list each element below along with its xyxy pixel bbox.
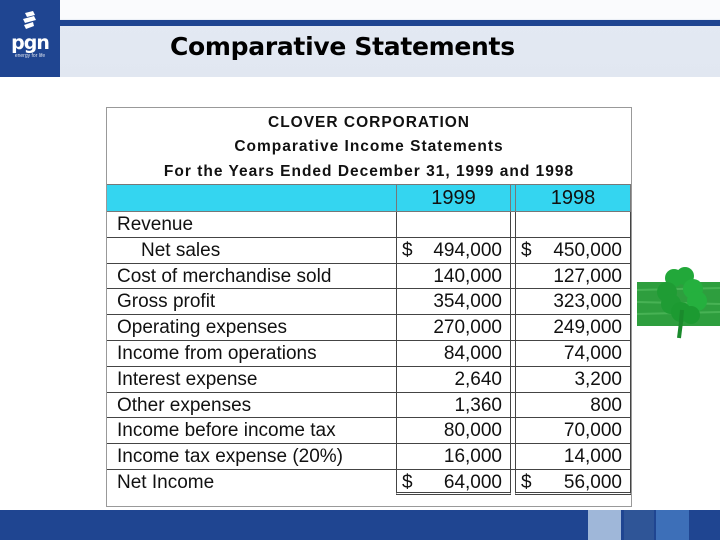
income-statement-table — [106, 107, 632, 507]
page-title: Comparative Statements — [170, 32, 515, 61]
row-label-income-from-operations: Income from operations — [117, 343, 317, 364]
value-1999 — [396, 238, 511, 263]
table-row — [107, 470, 631, 496]
table-row — [107, 264, 631, 290]
table-row — [107, 444, 631, 470]
row-label-interest-expense: Interest expense — [117, 368, 258, 390]
table-row — [107, 238, 631, 264]
value-1999: 2,640 — [396, 367, 511, 392]
value-1999: 16,000 — [396, 444, 511, 469]
table-row — [107, 418, 631, 444]
footer-block-mid — [624, 510, 654, 540]
table-row — [107, 393, 631, 419]
table-row — [107, 341, 631, 367]
footer-bar — [0, 510, 720, 540]
value-1999: 84,000 — [396, 341, 511, 366]
value-text: 494,000 — [433, 239, 502, 261]
row-label-income-tax-expense: Income tax expense (20%) — [117, 446, 344, 468]
value-1998: 800 — [515, 393, 631, 418]
value-1999: 1,360 — [396, 393, 511, 418]
year-header-1999: 1999 — [396, 185, 511, 211]
row-label-net-income: Net Income — [117, 472, 215, 493]
value-text: 56,000 — [563, 472, 622, 493]
row-label-other-expenses: Other expenses — [117, 394, 252, 416]
currency-symbol: $ — [521, 239, 532, 261]
company-name: CLOVER CORPORATION — [268, 114, 470, 131]
value-1998: 3,200 — [515, 367, 631, 392]
table-row — [107, 367, 631, 393]
four-leaf-clover-icon — [637, 262, 720, 340]
footer-block-bright — [656, 510, 689, 540]
pgn-flame-icon — [19, 10, 41, 32]
report-name: Comparative Income Statements — [234, 138, 504, 155]
value-1998: 249,000 — [515, 315, 631, 340]
value-1998: 127,000 — [515, 264, 631, 289]
value-1999 — [396, 212, 511, 237]
value-text: 450,000 — [553, 239, 622, 261]
pgn-logo — [4, 10, 56, 72]
footer-block-light — [588, 510, 621, 540]
table-row — [107, 212, 631, 238]
value-1999 — [396, 470, 511, 495]
value-1999: 140,000 — [396, 264, 511, 289]
value-1998: 14,000 — [515, 444, 631, 469]
currency-symbol: $ — [521, 472, 532, 493]
header-rule — [60, 20, 720, 26]
table-row — [107, 289, 631, 315]
logo-text: pgn — [11, 32, 49, 54]
value-1998 — [515, 470, 631, 495]
row-label-gross-profit: Gross profit — [117, 291, 216, 313]
currency-symbol: $ — [402, 472, 413, 493]
year-header-band — [107, 184, 631, 212]
value-1998 — [515, 238, 631, 263]
table-row — [107, 315, 631, 341]
row-label-income-before-tax: Income before income tax — [117, 420, 336, 442]
value-text: 64,000 — [443, 472, 502, 493]
value-1998 — [515, 212, 631, 237]
value-1998: 74,000 — [515, 341, 631, 366]
value-1999: 354,000 — [396, 289, 511, 314]
currency-symbol: $ — [402, 239, 413, 261]
value-1999: 80,000 — [396, 418, 511, 443]
value-1999: 270,000 — [396, 315, 511, 340]
logo-tagline: energy for life — [14, 53, 46, 59]
value-1998: 70,000 — [515, 418, 631, 443]
year-header-1998: 1998 — [515, 185, 631, 211]
row-label-revenue: Revenue — [117, 214, 194, 235]
row-label-net-sales: Net sales — [141, 239, 221, 261]
statement-heading — [107, 108, 631, 184]
value-1998: 323,000 — [515, 289, 631, 314]
row-label-operating-expenses: Operating expenses — [117, 317, 288, 339]
report-period: For the Years Ended December 31, 1999 and 1998 — [163, 163, 575, 180]
row-label-cost-of-merchandise: Cost of merchandise sold — [117, 265, 332, 287]
